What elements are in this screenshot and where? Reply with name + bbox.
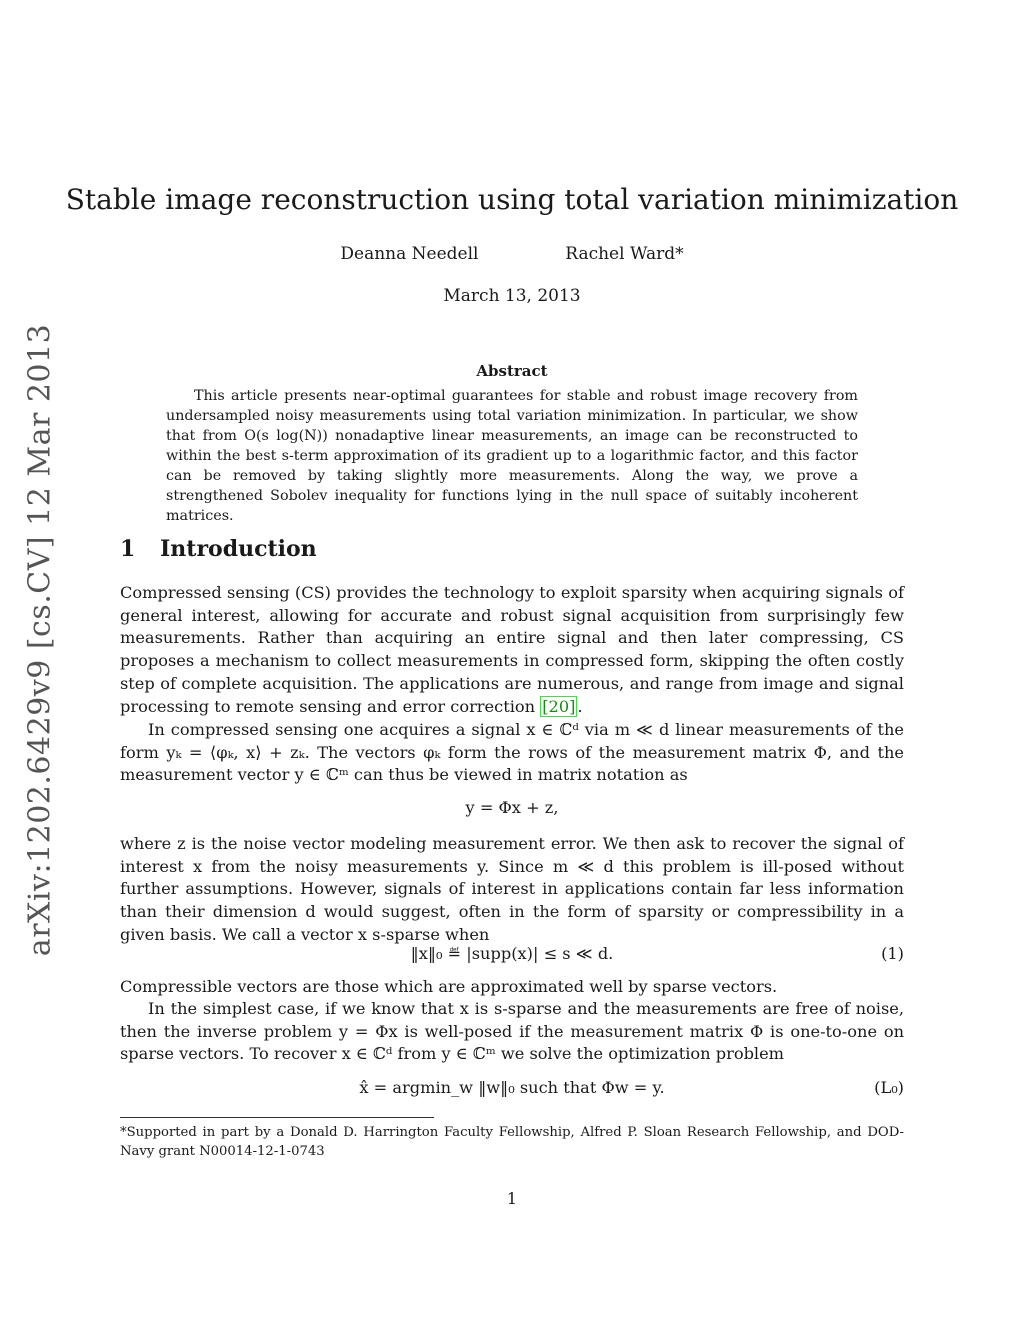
abstract-heading: Abstract (476, 362, 548, 380)
equation-L0: x̂ = argmin_w ‖w‖₀ such that Φw = y. (359, 1078, 665, 1097)
paper-date: March 13, 2013 (443, 286, 581, 306)
paragraph-1: Compressed sensing (CS) provides the technology to exploit sparsity when acquiring signals of general interest, allowing for accurate and robust signal acquisition from surprisingly few measurements. Rather than acquiring an entire signal and then later compressing, CS proposes a mechanism to collect measurements in compressed form, skipping the often costly step of complete acquisition. The applications are numerous, and range from image and signal processing to remote sensing and error correction [20] . (120, 583, 904, 716)
footnote: *Supported in part by a Donald D. Harrington Faculty Fellowship, Alfred P. Sloan Research Fellowship, and DOD-Navy grant N00014-12-1-0743 (120, 1125, 904, 1159)
section-number: 1 (120, 536, 136, 562)
author-list (0, 244, 1024, 264)
equation-L0-label: (L₀) (874, 1078, 904, 1097)
footnote-rule (120, 1117, 434, 1118)
paragraph-2: In compressed sensing one acquires a signal x ∈ ℂᵈ via m ≪ d linear measurements of the form yₖ = ⟨φₖ, x⟩ + zₖ. The vectors φₖ form the rows of the measurement matrix Φ, and the measurement vector y ∈ ℂᵐ can thus be viewed in matrix notation as (120, 720, 904, 785)
paragraph-4: Compressible vectors are those which are approximated well by sparse vectors. (120, 977, 778, 996)
author-2: Rachel Ward* (565, 244, 684, 264)
arxiv-identifier: arXiv:1202.6429v9 [cs.CV] 12 Mar 2013 (22, 323, 58, 957)
abstract-text: This article presents near-optimal guarantees for stable and robust image recovery from undersampled noisy measurements using total variation minimization. In particular, we show that from O(s log(N)) nonadaptive linear measurements, an image can be reconstructed to within the best s-term approximation of its gradient up to a logarithmic factor, and this factor can be removed by taking slightly more measurements. Along the way, we prove a strengthened Sobolev inequality for functions lying in the null space of suitably incoherent matrices. (166, 388, 858, 524)
page-number: 1 (506, 1189, 518, 1208)
equation-1-label: (1) (881, 944, 904, 963)
equation-1: ‖x‖₀ ≝ |supp(x)| ≤ s ≪ d. (410, 944, 614, 963)
arxiv-sidebar-stamp (10, 323, 70, 957)
author-1: Deanna Needell (340, 244, 479, 264)
paragraph-3: where z is the noise vector modeling measurement error. We then ask to recover the signal of interest x from the noisy measurements y. Since m ≪ d this problem is ill-posed without further assumptions. However, signals of interest in applications contain far less information than their dimension d would suggest, often in the form of sparsity or compressibility in a given basis. We call a vector x s-sparse when (120, 834, 904, 944)
paragraph-1-text: Compressed sensing (CS) provides the technology to exploit sparsity when acquiring signals of general interest, allowing for accurate and robust signal acquisition from surprisingly few measurements. Rather than acquiring an entire signal and then later compressing, CS proposes a mechanism to collect measurements in compressed form, skipping the often costly step of complete acquisition. The applications are numerous, and range from image and signal processing to remote sensing and error correction (120, 583, 904, 716)
citation-link[interactable]: [20] (542, 696, 576, 716)
section-heading (120, 536, 317, 562)
equation-measurement-model: y = Φx + z, (465, 798, 559, 817)
paragraph-5: In the simplest case, if we know that x is s-sparse and the measurements are free of noise, then the inverse problem y = Φx is well-posed if the measurement matrix Φ is one-to-one on sparse vectors. To recover x ∈ ℂᵈ from y ∈ ℂᵐ we solve the optimization problem (120, 999, 904, 1064)
paper-title: Stable image reconstruction using total variation minimization (65, 183, 959, 216)
section-title: Introduction (160, 536, 317, 562)
